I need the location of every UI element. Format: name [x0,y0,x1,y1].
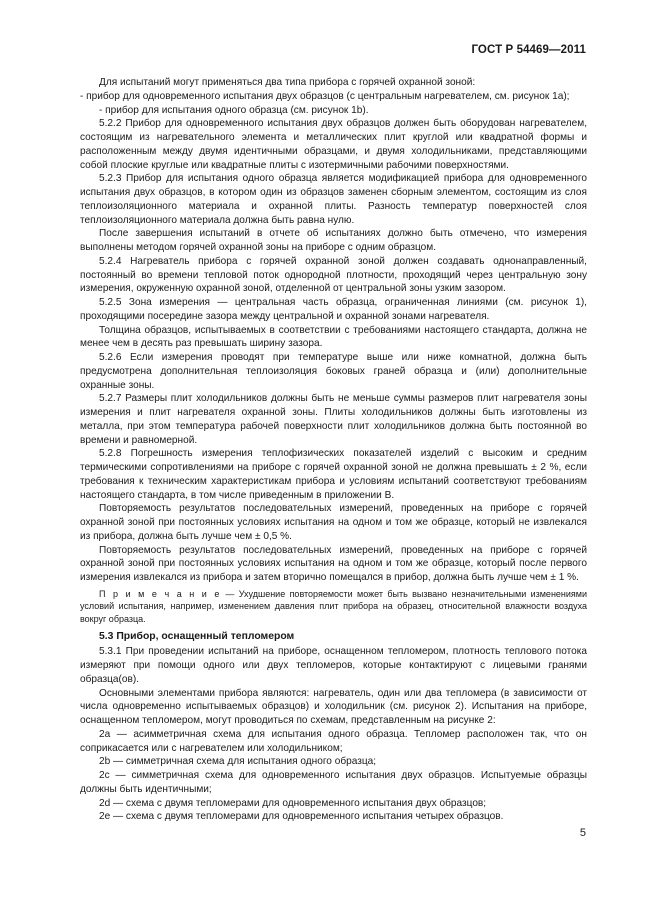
list-item: - прибор для испытания одного образца (см. рисунок 1b). [99,104,369,116]
paragraph: 5.2.4 Нагреватель прибора с горячей охранной зоной должен создавать однонаправленный, постоянный во времени тепловой поток однородной плотности, проходящий через центральную зону измерения, окруженную охранной зоной, отделенной от центральной зоны узким зазором. [80,255,587,295]
paragraph: 5.2.6 Если измерения проводят при температуре выше или ниже комнатной, должна быть предусмотрена дополнительная теплоизоляция боковых граней образца и (или) дополнительные охранные зоны. [80,352,587,391]
paragraph: 2c — симметричная схема для одновременного испытания двух образцов. Испытуемые образцы должны быть идентичными; [80,770,587,795]
paragraph: Повторяемость результатов последовательных измерений, проведенных на приборе с горячей охранной зоной при постоянных условиях испытания на одном и том же образце, который не извлекался из прибора, должна быть лучше чем ± 0,5 %. [80,503,587,542]
paragraph: 2e — схема с двумя тепломерами для одновременного испытания четырех образцов. [99,811,504,823]
paragraph: 5.2.7 Размеры плит холодильников должны быть не меньше суммы размеров плит нагревателя зоны измерения и плит нагревателя охранной зоны. Плиты холодильников должны быть изготовлены из металла, при этом температура рабочей поверхности плит холодильников должна быть постоянной во времени и равномерной. [80,393,587,446]
paragraph: Основными элементами прибора являются: нагреватель, один или два тепломера (в зависимости от числа одновременно испытываемых образцов) и холодильник (см. рисунок 2). Испытания на приборе, оснащенном тепломером, могут проводиться по схемам, представленным на рисунке 2: [80,687,587,727]
page-number: 5 [579,827,586,839]
paragraph: Для испытаний могут применяться два типа прибора с горячей охранной зоной: [99,77,476,88]
paragraph: Повторяемость результатов последовательных измерений, проведенных на приборе с горячей охранной зоной при постоянных условиях испытания на одном и том же образце, который после первого измерения извлекался из прибора и затем вторично помещался в прибор, должна быть лучше чем ± 1 %. [80,544,587,583]
section-title: 5.3 Прибор, оснащенный тепломером [99,630,295,642]
paragraph: 5.3.1 При проведении испытаний на приборе, оснащенном тепломером, плотность теплового потока измеряют при помощи одного или двух тепломеров, которые контактируют с лицевыми гранями образца(ов). [80,646,587,685]
paragraph: 5.2.2 Прибор для одновременного испытания двух образцов должен быть оборудован нагревателем, состоящим из нагревательного элемента и металлических плит круглой или квадратной формы и расположенным между двумя идентичными образцами, и двумя холодильниками, представляющими собой плоские круглые или квадратные плиты с изотермичными рабочими поверхностями. [80,118,587,171]
paragraph: 5.2.5 Зона измерения — центральная часть образца, ограниченная линиями (см. рисунок 1), проходящими посередине зазора между центральной и охранной зонами нагревателя. [80,297,587,322]
paragraph: 2d — схема с двумя тепломерами для одновременного испытания двух образцов; [99,797,487,809]
paragraph: После завершения испытаний в отчете об испытаниях должно быть отмечено, что измерения выполнены методом горячей охранной зоны на приборе с одним образцом. [80,228,587,253]
paragraph: 5.2.8 Погрешность измерения теплофизических показателей изделий с высоким и средним термическими сопротивлениями на приборе с горячей охранной зоной не должна превышать ± 2 %, если требования к техническим характеристикам прибора и условиям испытаний соответствуют требованиям настоящего стандарта, в том числе приведенным в приложении В. [80,448,587,501]
list-item: - прибор для одновременного испытания двух образцов (с центральным нагревателем, см. рисунок 1а); [80,90,570,102]
paragraph: 2а — асимметричная схема для испытания одного образца. Тепломер расположен так, что он соприкасается или с нагревателем или холодильником; [80,728,587,754]
paragraph: 2b — симметричная схема для испытания одного образца; [99,756,377,768]
note-label: П р и м е ч а н и е [99,588,221,599]
paragraph: 5.2.3 Прибор для испытания одного образца является модификацией прибора для одновременного испытания двух образцов, в котором один из образцов заменен сборным элементом, состоящим из слоя теплоизоляционного материала и охранной плиты. Разность температур поверхностей слоя теплоизоляционного материала должна быть равна нулю. [80,173,587,226]
document-body [80,76,587,824]
paragraph: Толщина образцов, испытываемых в соответствии с требованиями настоящего стандарта, должна не менее чем в десять раз превышать ширину зазора. [80,324,587,350]
document-standard-id: ГОСТ Р 54469—2011 [471,44,586,56]
note-text: — Ухудшение повторяемости может быть вызвано незначительными изменениями условий испытания, например, изменением давления плит прибора на образец, относительной влажности воздуха вокруг образца. [80,588,587,624]
note [80,588,587,626]
